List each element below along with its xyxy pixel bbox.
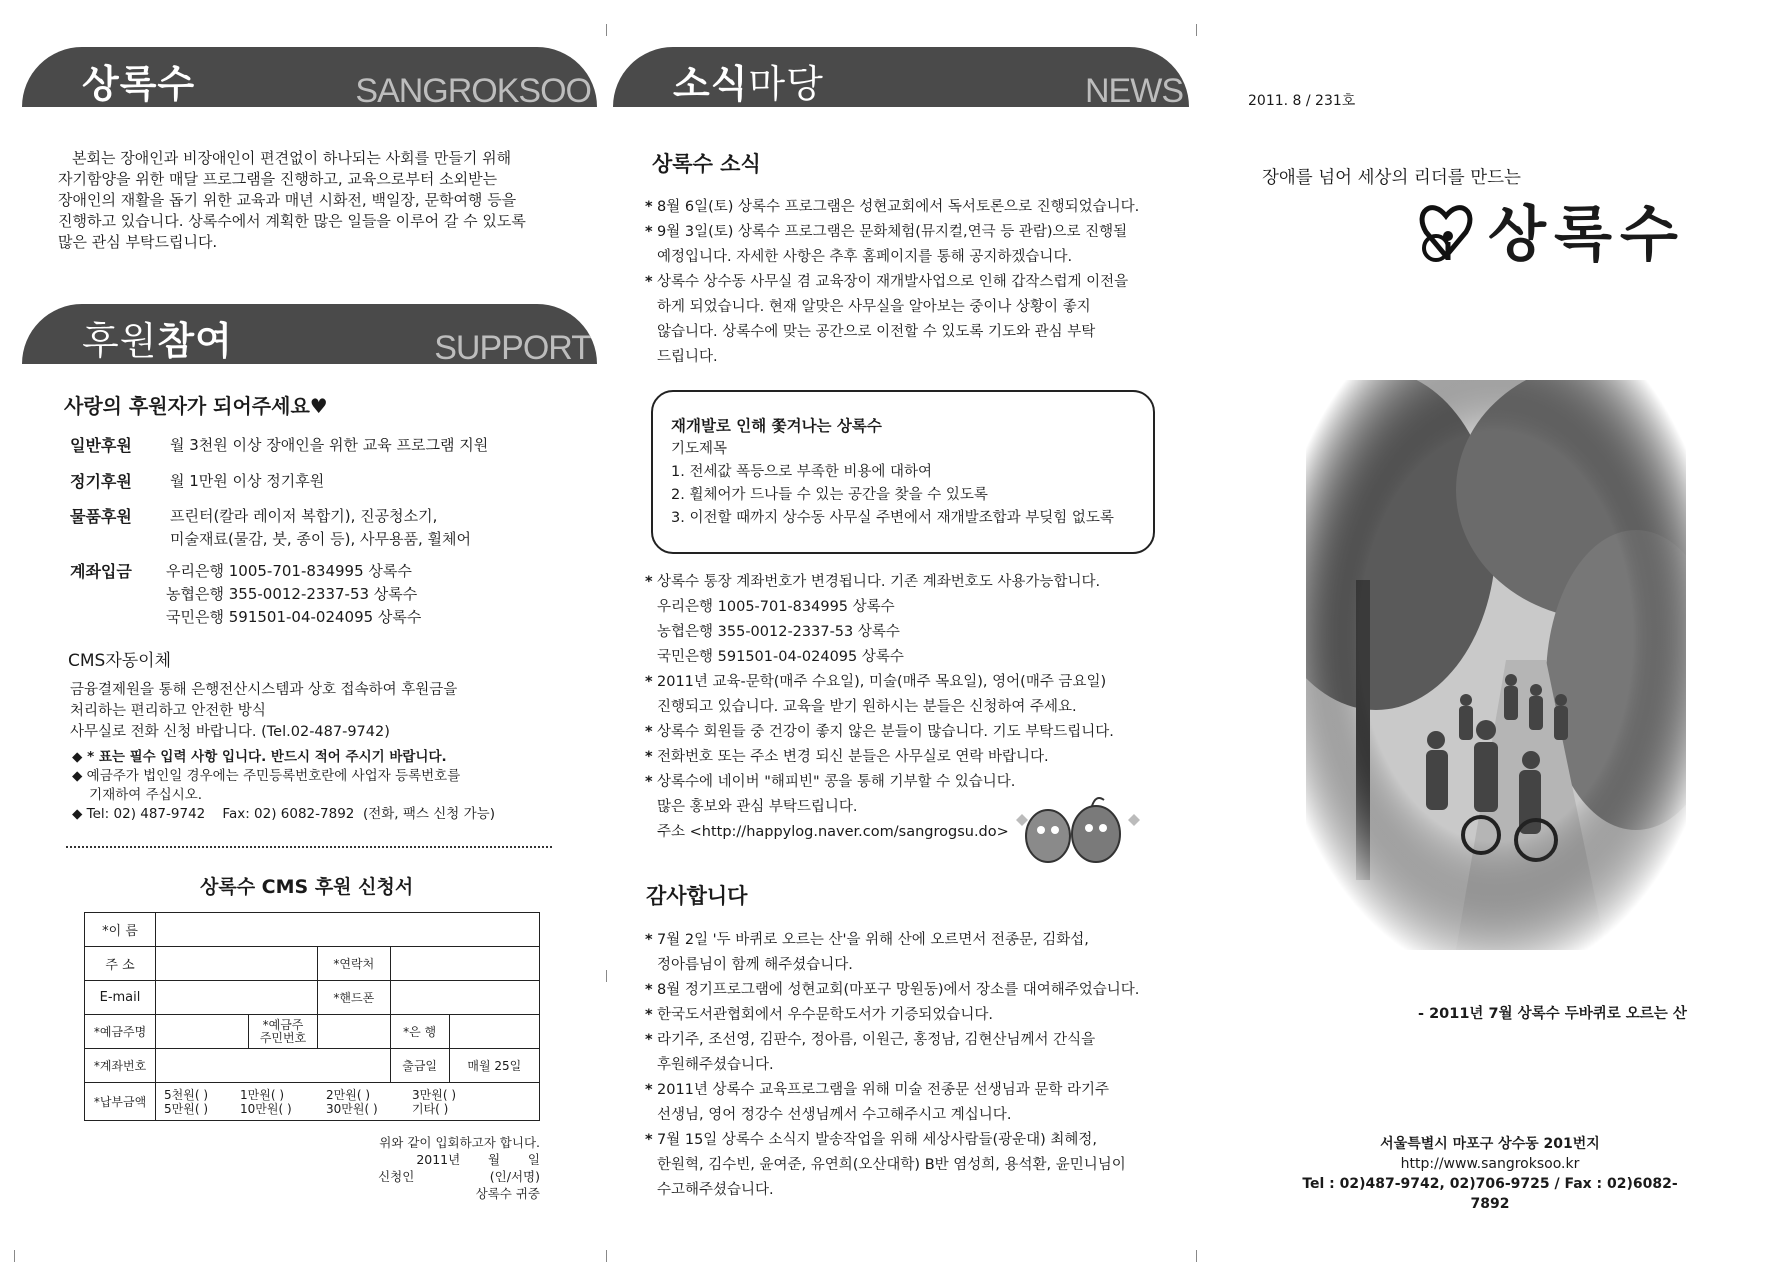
sprout-icon <box>1092 798 1104 806</box>
form-label: *이 름 <box>85 913 156 947</box>
sign-line: 상록수 귀중 <box>475 1186 540 1201</box>
support-title: 사랑의 후원자가 되어주세요♥ <box>64 394 328 418</box>
account-line: 농협은행 355-0012-2337-53 상록수 <box>166 585 418 603</box>
support-row <box>70 505 570 551</box>
header-subtitle: NEWS <box>1085 72 1183 107</box>
thanks-line: 선생님, 영어 정강수 선생님께서 수고해주시고 계십니다. <box>657 1107 1012 1123</box>
intro-line: 본회는 장애인과 비장애인이 편견없이 하나되는 사회를 만들기 위해 <box>72 149 512 167</box>
support-value: 월 3천원 이상 장애인을 위한 교육 프로그램 지원 <box>170 436 489 454</box>
news-item <box>645 570 1175 670</box>
bank-field[interactable] <box>449 1015 539 1049</box>
notes <box>72 748 495 824</box>
form-label: 출금일 <box>390 1049 449 1083</box>
intro-line: 자기함양을 위한 매달 프로그램을 진행하고, 교육으로부터 소외받는 <box>58 170 498 188</box>
news-line: 많은 홍보와 관심 부탁드립니다. <box>657 799 858 815</box>
contact-field[interactable] <box>390 947 539 981</box>
account-line: 우리은행 1005-701-834995 상록수 <box>166 562 412 580</box>
name-field[interactable] <box>156 913 540 947</box>
eye-icon <box>1085 824 1093 832</box>
news-item <box>645 195 1165 220</box>
depositor-id-field[interactable] <box>318 1015 391 1049</box>
account-line: 국민은행 591501-04-024095 상록수 <box>166 608 422 626</box>
thanks-item <box>645 1003 1175 1028</box>
website-link[interactable]: http://www.sangroksoo.kr <box>1400 1156 1580 1172</box>
support-row <box>70 560 570 630</box>
form-label: *납부금액 <box>85 1083 156 1121</box>
news-line: 상록수 상수동 사무실 겸 교육장이 재개발사업으로 인해 갑작스럽게 이전을 <box>657 274 1129 290</box>
news-line: 상록수 통장 계좌번호가 변경됩니다. 기존 계좌번호도 사용가능합니다. <box>657 574 1101 590</box>
crop-mark <box>1196 24 1197 36</box>
crop-mark <box>14 1250 15 1262</box>
thanks-line: 정아름님이 함께 해주셨습니다. <box>657 957 853 973</box>
news-title: 상록수 소식 <box>652 152 761 176</box>
sign-line: 신청인 (인/서명) <box>378 1169 540 1184</box>
cms-line: 처리하는 편리하고 안전한 방식 <box>70 703 266 719</box>
prayer-item: 2. 휠체어가 드나들 수 있는 공간을 찾을 수 있도록 <box>671 487 988 503</box>
news-line: 예정입니다. 자세한 사항은 추후 홈페이지를 통해 공지하겠습니다. <box>657 249 1073 265</box>
eye-icon <box>1051 826 1059 834</box>
amount-options[interactable] <box>156 1083 540 1121</box>
amount-option[interactable]: 5천원( ) <box>164 1087 208 1102</box>
thanks-line: 한국도서관협회에서 우수문학도서가 기증되었습니다. <box>657 1007 993 1023</box>
photo-caption: - 2011년 7월 상록수 두바퀴로 오르는 산 <box>1418 1006 1687 1022</box>
thanks-line: 2011년 상록수 교육프로그램을 위해 미술 전종문 선생님과 문학 라기주 <box>657 1082 1109 1098</box>
header-title-a: 후원 <box>82 319 158 363</box>
header-subtitle: SANGROKSOO <box>355 72 591 107</box>
intro-line: 장애인의 재활을 돕기 위한 교육과 매년 시화전, 백일장, 문학여행 등을 <box>58 191 517 209</box>
thanks-list <box>645 928 1175 1203</box>
news-line: 드립니다. <box>657 349 718 365</box>
note-line: ◆ * 표는 필수 입력 사항 입니다. 반드시 적어 주시기 바랍니다. <box>72 749 447 765</box>
news-item <box>645 745 1175 770</box>
cms-form-table <box>84 912 540 1121</box>
prayer-item: 1. 전세값 폭등으로 부족한 비용에 대하여 <box>671 464 932 480</box>
thanks-line: 후원해주셨습니다. <box>657 1057 774 1073</box>
thanks-line: 수고해주셨습니다. <box>657 1182 774 1198</box>
address: 서울특별시 마포구 상수동 201번지 <box>1380 1136 1600 1152</box>
mobile-field[interactable] <box>390 981 539 1015</box>
support-value: 미술재료(물감, 붓, 종이 등), 사무용품, 휠체어 <box>170 530 471 548</box>
news-line: 하게 되었습니다. 현재 알맞은 사무실을 알아보는 중이나 상황이 좋지 <box>657 299 1091 315</box>
issue-number: 2011. 8 / 231호 <box>1248 93 1356 109</box>
form-label: *예금주 주민번호 <box>249 1015 318 1049</box>
account-field[interactable] <box>156 1049 391 1083</box>
crop-mark <box>606 970 607 982</box>
news-line: 우리은행 1005-701-834995 상록수 <box>657 599 895 615</box>
support-row <box>70 470 570 494</box>
news-item <box>645 220 1165 270</box>
amount-option[interactable]: 1만원( ) <box>240 1087 284 1102</box>
withdraw-day: 매월 25일 <box>449 1049 539 1083</box>
form-label: *예금주명 <box>85 1015 156 1049</box>
news-item <box>645 720 1175 745</box>
divider <box>66 846 552 848</box>
thanks-item <box>645 978 1175 1003</box>
note-line: 기재하여 주십시오. <box>72 787 203 803</box>
slogan: 장애를 넘어 세상의 리더를 만드는 <box>1262 168 1521 188</box>
form-title: 상록수 CMS 후원 신청서 <box>200 876 414 898</box>
support-label: 일반후원 <box>70 436 132 455</box>
intro-line: 진행하고 있습니다. 상록수에서 계획한 많은 일들을 이루어 갈 수 있도록 <box>58 212 526 230</box>
news-line: 않습니다. 상록수에 맞는 공간으로 이전할 수 있도록 기도와 관심 부탁 <box>657 324 1096 340</box>
event-photo <box>1306 380 1686 950</box>
amount-option[interactable]: 30만원( ) <box>326 1101 378 1116</box>
support-row <box>70 434 570 458</box>
header-sangroksoo <box>22 47 597 107</box>
support-value: 월 1만원 이상 정기후원 <box>170 472 325 490</box>
news-line: 전화번호 또는 주소 변경 되신 분들은 사무실로 연락 바랍니다. <box>657 749 1049 765</box>
signature-block <box>370 1134 540 1202</box>
news-list <box>645 195 1165 370</box>
depositor-field[interactable] <box>156 1015 249 1049</box>
bean-character-left <box>1026 810 1070 862</box>
cms-line: 금융결제원을 통해 은행전산시스템과 상호 접속하여 후원금을 <box>70 682 458 698</box>
amount-option[interactable]: 기타( ) <box>412 1101 449 1116</box>
prayer-title: 재개발로 인해 쫓겨나는 상록수 <box>671 417 882 435</box>
thanks-line: 라기주, 조선영, 김판수, 정아름, 이원근, 홍정남, 김현산님께서 간식을 <box>657 1032 1096 1048</box>
address-field[interactable] <box>156 947 318 981</box>
header-title-b: 참여 <box>157 319 233 363</box>
tel-fax: Tel : 02)487-9742, 02)706-9725 / Fax : 02)6082-7892 <box>1302 1176 1678 1212</box>
support-label: 정기후원 <box>70 472 132 491</box>
header-title-a: 소식 <box>673 62 749 106</box>
support-value: 프린터(칼라 레이저 복합기), 진공청소기, <box>170 507 438 525</box>
thanks-item <box>645 1128 1175 1203</box>
intro-line: 많은 관심 부탁드립니다. <box>58 233 218 251</box>
amount-option[interactable]: 3만원( ) <box>412 1087 456 1102</box>
cms-text <box>70 680 457 743</box>
sign-line: 2011년 월 일 <box>416 1152 540 1167</box>
email-field[interactable] <box>156 981 318 1015</box>
news-line: 농협은행 355-0012-2337-53 상록수 <box>657 624 900 640</box>
form-label: *핸드폰 <box>318 981 391 1015</box>
header-support <box>22 304 597 364</box>
prayer-content <box>671 438 1114 530</box>
eye-icon <box>1037 826 1045 834</box>
prayer-box <box>651 390 1155 554</box>
form-label: 주 소 <box>85 947 156 981</box>
crop-mark <box>606 24 607 36</box>
header-title <box>673 53 824 107</box>
thanks-line: 한원혁, 김수빈, 윤여준, 유연희(오산대학) B반 염성희, 용석환, 윤민니님이 <box>657 1157 1126 1173</box>
bean-character-right <box>1072 806 1120 862</box>
thanks-item <box>645 928 1175 978</box>
news-item <box>645 270 1165 370</box>
news-line: 상록수에 네이버 "해피빈" 콩을 통해 기부할 수 있습니다. <box>657 774 1016 790</box>
logo-mark-icon <box>1412 198 1482 278</box>
header-title: 상록수 <box>82 62 196 106</box>
note-line: ◆ 예금주가 법인일 경우에는 주민등록번호란에 사업자 등록번호를 <box>72 768 461 784</box>
heart-icon <box>1016 814 1028 826</box>
news-line: 8월 6일(토) 상록수 프로그램은 성현교회에서 독서토론으로 진행되었습니다. <box>657 199 1140 215</box>
crop-mark <box>1196 1250 1197 1262</box>
intro-text <box>58 148 578 253</box>
form-label: *연락처 <box>318 947 391 981</box>
thanks-item <box>645 1078 1175 1128</box>
news-line: 2011년 교육-문학(매주 수요일), 미술(매주 목요일), 영어(매주 금요일) <box>657 674 1107 690</box>
thanks-line: 7월 15일 상록수 소식지 발송작업을 위해 세상사람들(광운대) 최혜정, <box>657 1132 1098 1148</box>
header-title <box>82 310 233 364</box>
news-line: 9월 3일(토) 상록수 프로그램은 문화체험(뮤지컬,연극 등 관람)으로 진행될 <box>657 224 1128 240</box>
cms-line: 사무실로 전화 신청 바랍니다. (Tel.02-487-9742) <box>70 724 390 740</box>
thanks-title: 감사합니다 <box>646 884 748 908</box>
sign-line: 위와 같이 입회하고자 합니다. <box>379 1135 540 1150</box>
crop-mark <box>606 1250 607 1262</box>
form-label: *은 행 <box>390 1015 449 1049</box>
news-item <box>645 670 1175 720</box>
cms-title: CMS자동이체 <box>68 651 172 671</box>
logo-text: 상록수 <box>1488 200 1686 270</box>
contact-footer <box>1290 1134 1690 1214</box>
happybean-mascot-illustration <box>1000 790 1160 870</box>
news-line: 상록수 회원들 중 건강이 좋지 않은 분들이 많습니다. 기도 부탁드립니다. <box>657 724 1114 740</box>
thanks-line: 8월 정기프로그램에 성현교회(마포구 망원동)에서 장소를 대여해주었습니다. <box>657 982 1140 998</box>
news-line: 국민은행 591501-04-024095 상록수 <box>657 649 904 665</box>
heart-icon <box>1128 814 1140 826</box>
header-news <box>613 47 1189 107</box>
news-line[interactable]: 주소 <http://happylog.naver.com/sangrogsu.do> <box>657 824 1009 840</box>
header-title-b: 마당 <box>748 62 824 106</box>
prayer-item: 3. 이전할 때까지 상수동 사무실 주변에서 재개발조합과 부딪힘 없도록 <box>671 510 1114 526</box>
amount-option[interactable]: 10만원( ) <box>240 1101 292 1116</box>
amount-option[interactable]: 5만원( ) <box>164 1101 208 1116</box>
logo <box>1412 198 1712 278</box>
prayer-subtitle: 기도제목 <box>671 441 728 457</box>
news-line: 진행되고 있습니다. 교육을 받기 원하시는 분들은 신청하여 주세요. <box>657 699 1077 715</box>
header-subtitle: SUPPORT <box>434 329 591 364</box>
form-label: *계좌번호 <box>85 1049 156 1083</box>
form-label: E-mail <box>85 981 156 1015</box>
support-label: 물품후원 <box>70 507 132 526</box>
thanks-item <box>645 1028 1175 1078</box>
note-line: ◆ Tel: 02) 487-9742 Fax: 02) 6082-7892 (전화, 팩스 신청 가능) <box>72 806 495 822</box>
eye-icon <box>1099 824 1107 832</box>
thanks-line: 7월 2일 '두 바퀴로 오르는 산'을 위해 산에 오르면서 전종문, 김화섭, <box>657 932 1089 948</box>
amount-option[interactable]: 2만원( ) <box>326 1087 370 1102</box>
support-label: 계좌입금 <box>70 562 132 581</box>
